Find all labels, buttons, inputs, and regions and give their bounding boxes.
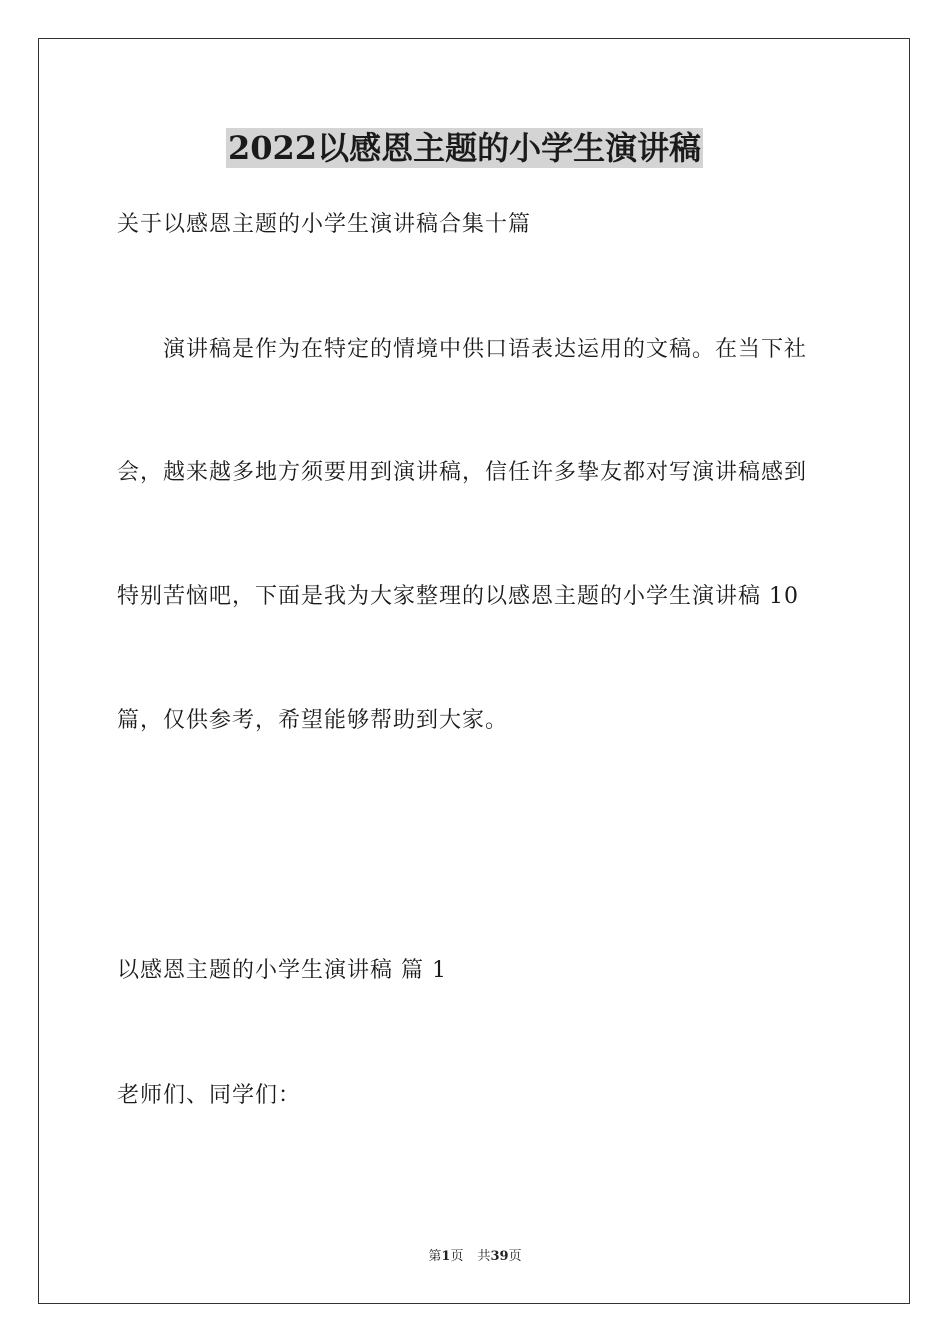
footer-page-suffix: 页 [450,1249,464,1264]
footer-page-total: 39 [490,1249,509,1264]
footer-page-prefix: 第 [428,1249,442,1264]
paragraph-line-3: 特别苦恼吧，下面是我为大家整理的以感恩主题的小学生演讲稿 10 [117,584,799,609]
greeting-line: 老师们、同学们： [117,1083,302,1108]
footer-page-current: 1 [441,1249,451,1264]
page-footer [0,1248,950,1266]
document-subtitle: 关于以感恩主题的小学生演讲稿合集十篇 [117,212,532,237]
paragraph-line-2: 会，越来越多地方须要用到演讲稿，信任许多挚友都对写演讲稿感到 [117,460,808,485]
section-heading: 以感恩主题的小学生演讲稿 篇 1 [117,958,447,983]
footer-total-prefix: 共 [477,1249,491,1264]
document-title: 2022以感恩主题的小学生演讲稿 [228,129,702,167]
footer-total-suffix: 页 [508,1249,522,1264]
paragraph-line-4: 篇，仅供参考，希望能够帮助到大家。 [117,708,509,733]
paragraph-line-1: 演讲稿是作为在特定的情境中供口语表达运用的文稿。在当下社 [163,337,808,362]
